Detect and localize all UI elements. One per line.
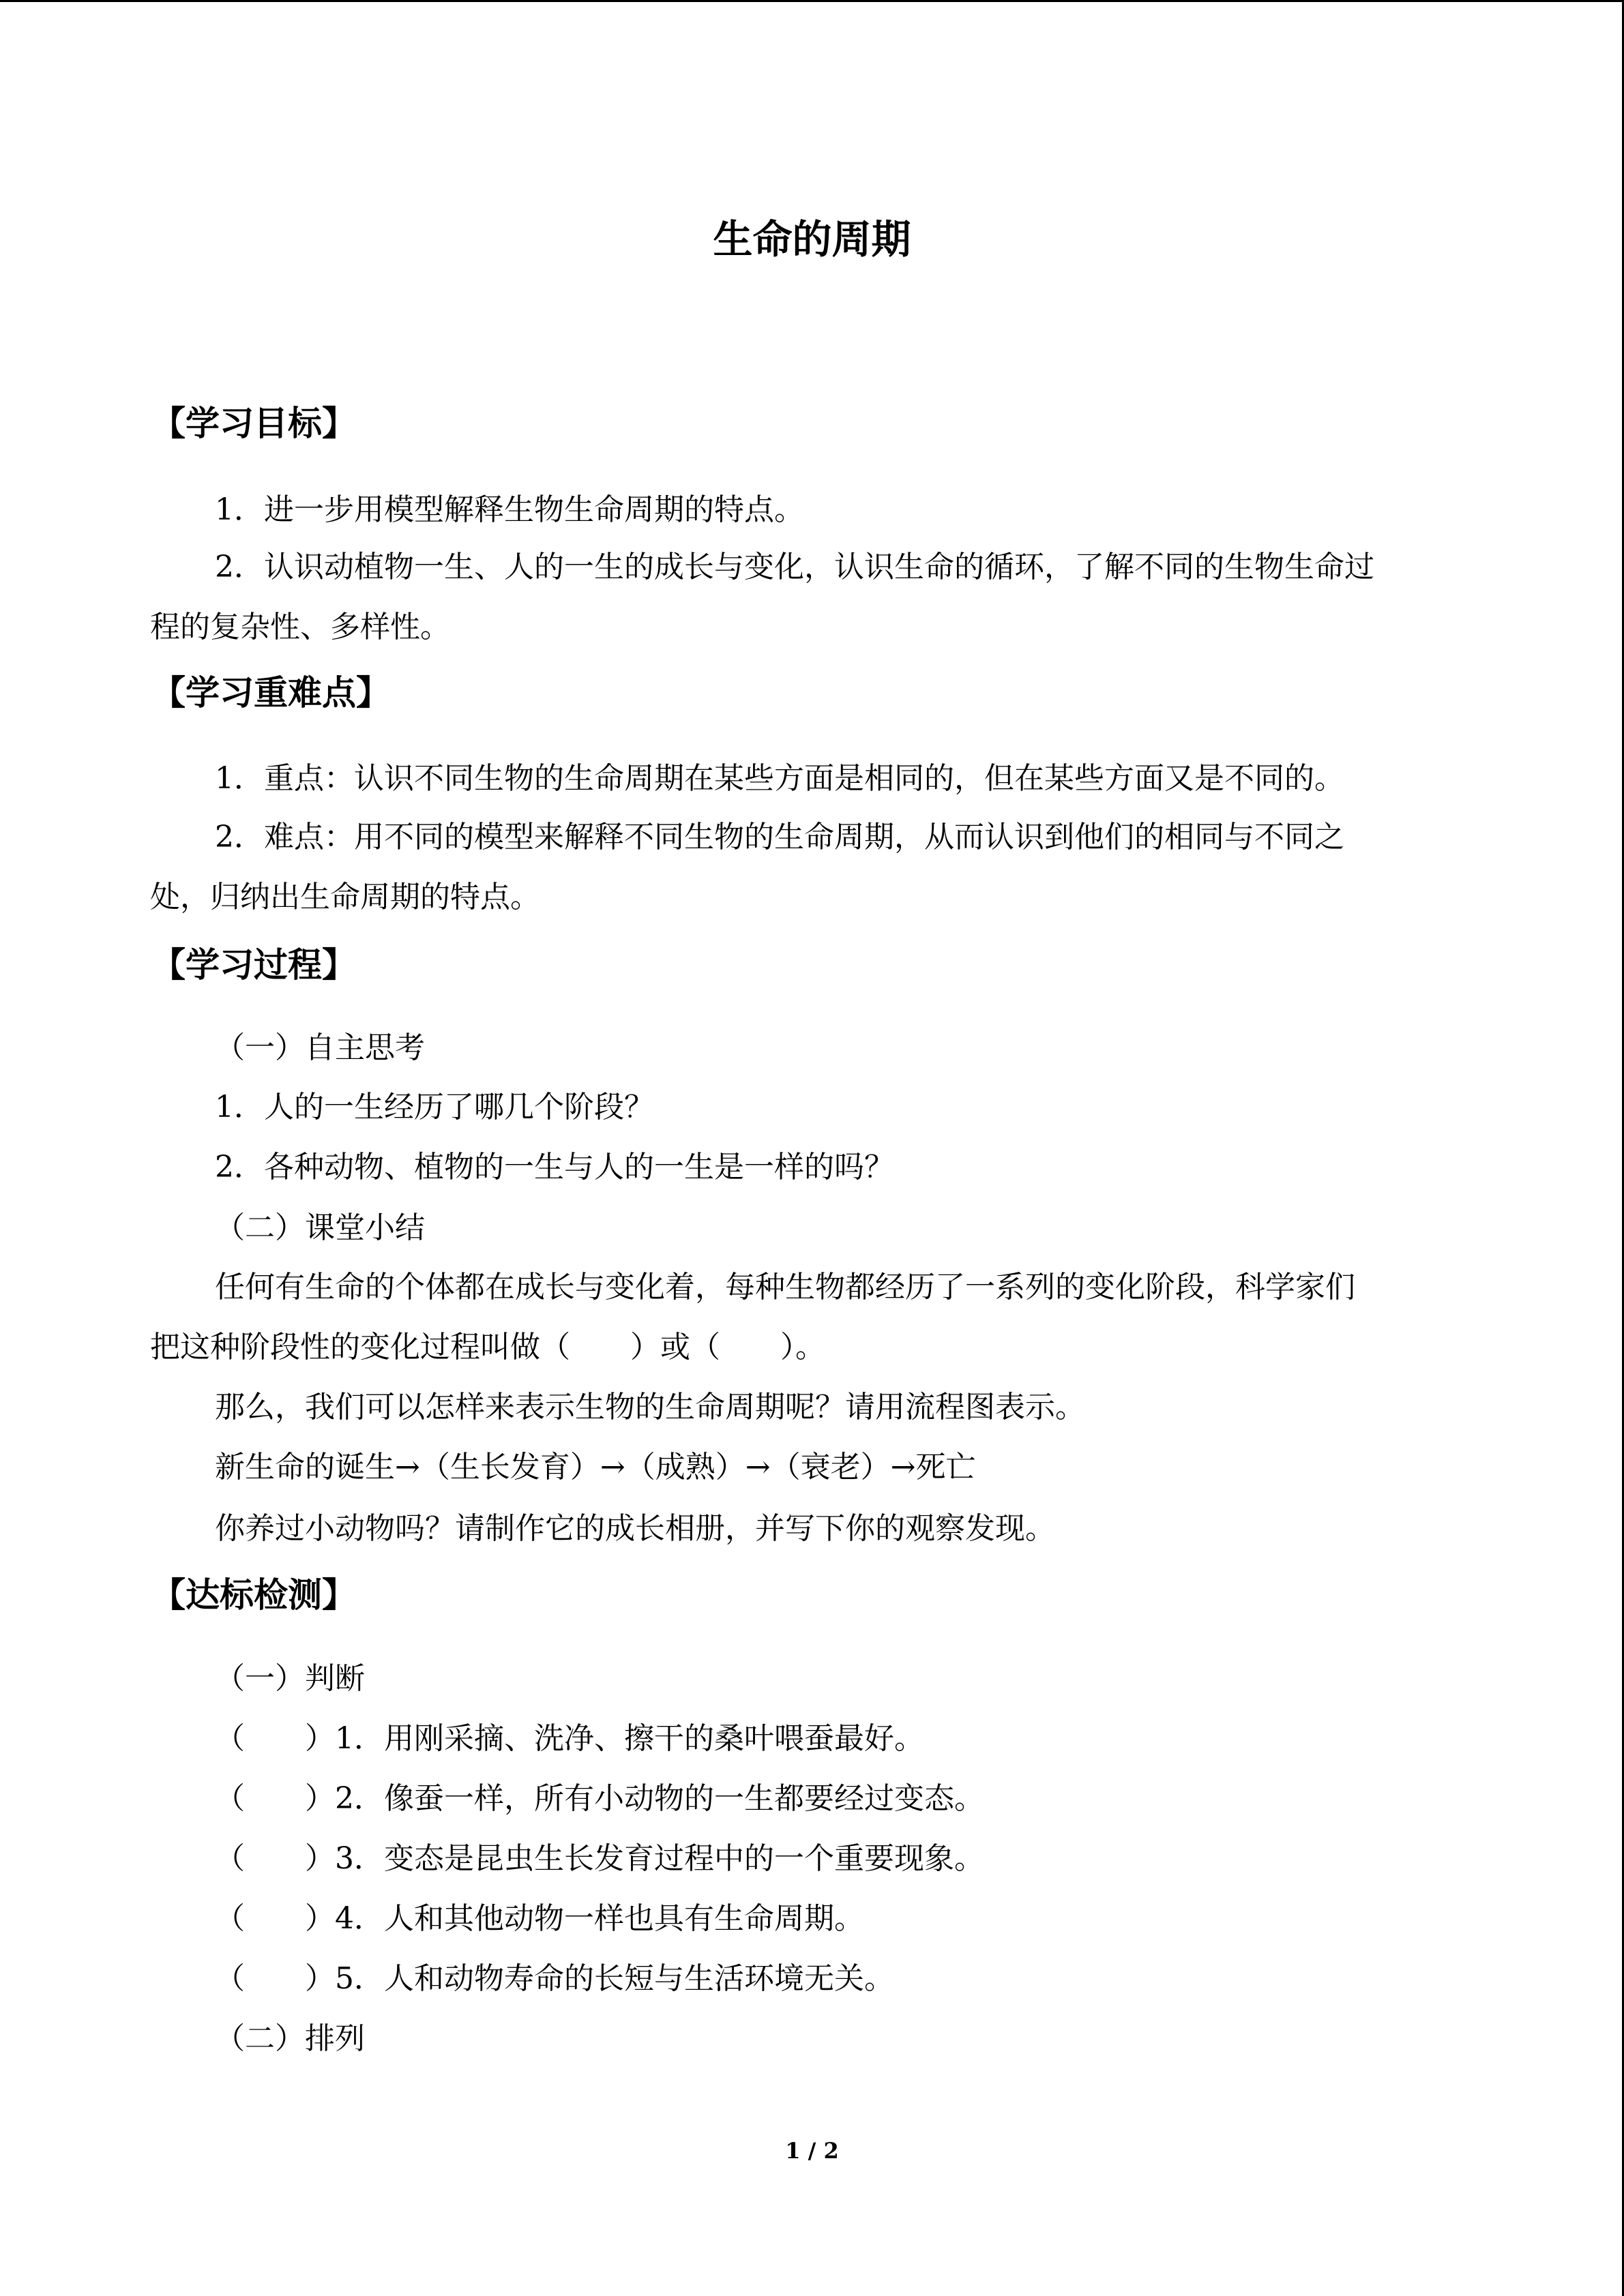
- key-point-item-2: 2．难点：用不同的模型来解释不同生物的生命周期，从而认识到他们的相同与不同之: [215, 820, 1344, 854]
- process-subheading-2: （二）课堂小结: [215, 1210, 425, 1245]
- process-question-1: 1．人的一生经历了哪几个阶段？: [215, 1090, 654, 1124]
- section-heading-test: 【达标检测】: [151, 1575, 356, 1615]
- process-flow-chart: 新生命的诞生→（生长发育）→（成熟）→（衰老）→死亡: [215, 1450, 976, 1485]
- page-number: 1 / 2: [785, 2138, 839, 2164]
- objective-item-2-cont: 程的复杂性、多样性。: [150, 610, 450, 644]
- page-top-border: [0, 0, 1624, 2]
- process-flow-question: 那么，我们可以怎样来表示生物的生命周期呢？请用流程图表示。: [215, 1390, 1085, 1425]
- test-subheading-order: （二）排列: [215, 2021, 365, 2056]
- process-activity: 你养过小动物吗？请制作它的成长相册，并写下你的观察发现。: [215, 1511, 1055, 1546]
- process-summary-line-1: 任何有生命的个体都在成长与变化着，每种生物都经历了一系列的变化阶段，科学家们: [215, 1270, 1355, 1304]
- test-subheading-judge: （一）判断: [215, 1661, 365, 1696]
- test-judge-item-5: （ ）5．人和动物寿命的长短与生活环境无关。: [215, 1961, 894, 1996]
- process-subheading-1: （一）自主思考: [215, 1030, 425, 1065]
- process-question-2: 2．各种动物、植物的一生与人的一生是一样的吗？: [215, 1150, 894, 1184]
- key-point-item-1: 1．重点：认识不同生物的生命周期在某些方面是相同的，但在某些方面又是不同的。: [215, 761, 1344, 796]
- test-judge-item-1: （ ）1．用刚采摘、洗净、擦干的桑叶喂蚕最好。: [215, 1721, 924, 1756]
- section-heading-objectives: 【学习目标】: [151, 404, 356, 443]
- key-point-item-2-cont: 处，归纳出生命周期的特点。: [150, 880, 540, 914]
- section-heading-process: 【学习过程】: [151, 945, 356, 985]
- test-judge-item-2: （ ）2．像蚕一样，所有小动物的一生都要经过变态。: [215, 1781, 984, 1816]
- section-heading-key-points: 【学习重难点】: [151, 673, 390, 713]
- process-summary-line-2: 把这种阶段性的变化过程叫做（ ）或（ ）。: [150, 1330, 825, 1365]
- test-judge-item-3: （ ）3．变态是昆虫生长发育过程中的一个重要现象。: [215, 1841, 984, 1876]
- page-title: 生命的周期: [713, 216, 911, 263]
- objective-item-1: 1．进一步用模型解释生物生命周期的特点。: [215, 492, 804, 527]
- test-judge-item-4: （ ）4．人和其他动物一样也具有生命周期。: [215, 1901, 864, 1936]
- objective-item-2: 2．认识动植物一生、人的一生的成长与变化，认识生命的循环，了解不同的生物生命过: [215, 550, 1374, 584]
